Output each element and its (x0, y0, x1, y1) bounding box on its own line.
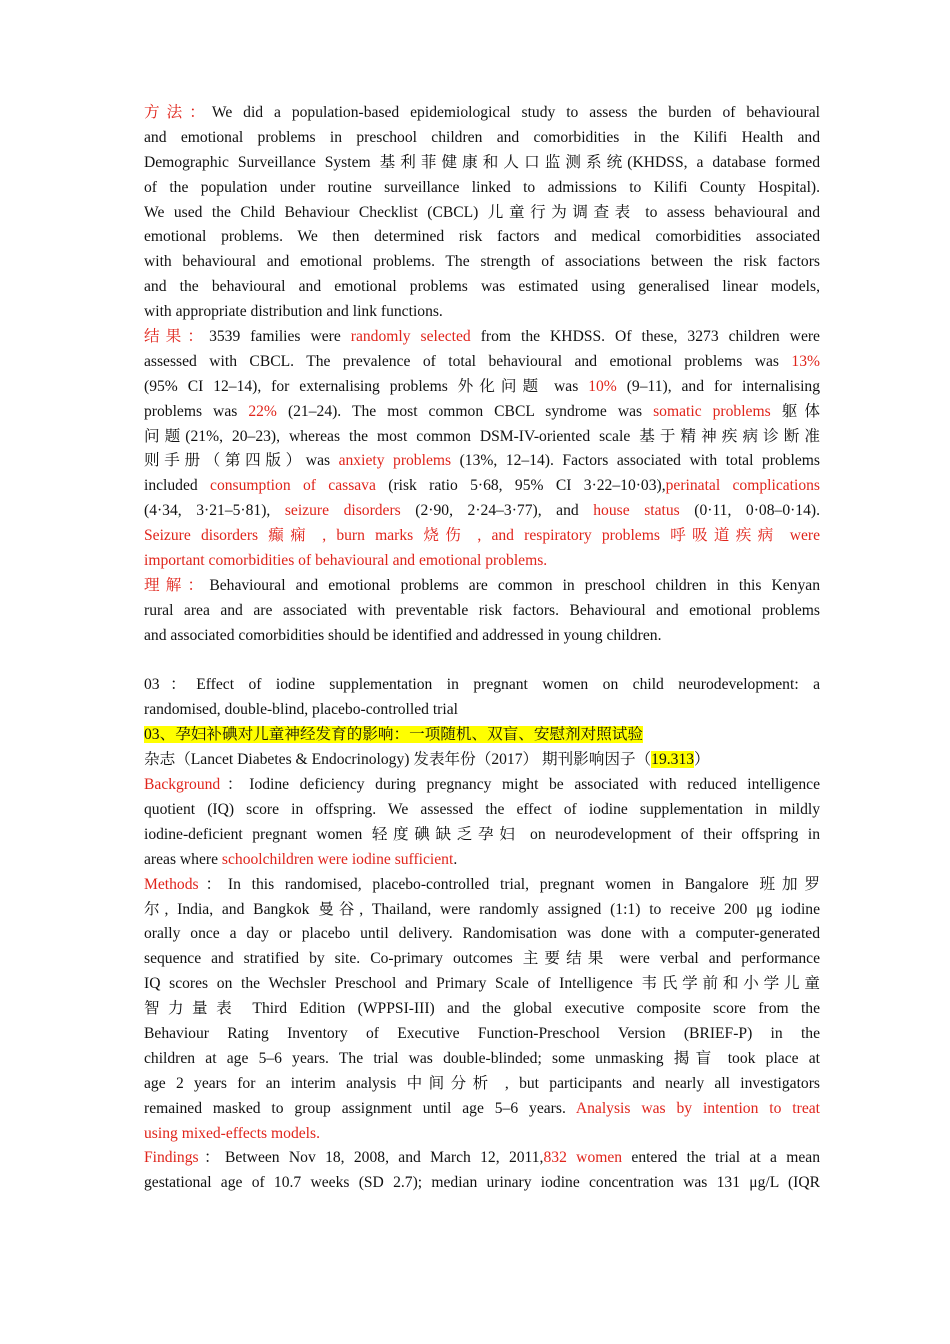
red-text: using mixed-effects models. (144, 1124, 320, 1142)
text-run: quotient (IQ) score in offspring. We assessed the effect of iodine supplementation in mildly (144, 800, 820, 818)
highlighted-text: 03、孕妇补碘对儿童神经发育的影响：一项随机、双盲、安慰剂对照试验 (144, 726, 644, 744)
text-line (144, 151, 820, 176)
red-text: Seizure disorders 癫痫 , burn marks 烧伤 , and respiratory problems 呼吸道疾病 were (144, 527, 820, 545)
text-run: 03：Effect of iodine supplementation in pregnant women on child neurodevelopment: a (144, 676, 820, 694)
red-text: 10% (588, 377, 617, 395)
text-run: age 2 years for an interim analysis 中间分析 , but participants and nearly all investigators (144, 1074, 820, 1092)
text-run: problems was (144, 402, 249, 420)
red-text: schoolchildren were iodine sufficient (221, 850, 454, 868)
text-run: gestational age of 10.7 weeks (SD 2.7); median urinary iodine concentration was 131 μg/L (IQR (144, 1174, 820, 1192)
text-run: ：Iodine deficiency during pregnancy might be associated with reduced intelligence (220, 776, 820, 794)
text-line (144, 947, 820, 972)
text-line (144, 1097, 820, 1122)
text-run: (0·11, 0·08–0·14). (679, 502, 820, 520)
text-line (144, 425, 820, 450)
text-run: Behaviour Rating Inventory of Executive Function-Preschool Version (BRIEF-P) in the (144, 1024, 820, 1042)
text-line (144, 673, 820, 698)
text-run: of the population under routine surveillance linked to admissions to Kilifi County Hospital). (144, 178, 820, 196)
text-line (144, 972, 820, 997)
text-run: . (453, 850, 458, 868)
text-line (144, 997, 820, 1022)
text-run: (21–24). The most common CBCL syndrome was (276, 402, 654, 420)
text-line (144, 1072, 820, 1097)
blank-line (144, 649, 820, 674)
text-run: with appropriate distribution and link functions. (144, 303, 443, 321)
text-line (144, 474, 820, 499)
text-line (144, 574, 820, 599)
text-run: included (144, 477, 211, 495)
red-text: important comorbidities of behavioural and emotional problems. (144, 552, 548, 570)
text-line (144, 624, 820, 649)
text-line (144, 773, 820, 798)
red-text: anxiety problems (338, 452, 452, 470)
text-run: orally once a day or placebo until delivery. Randomisation was done with a computer-generated (144, 925, 820, 943)
text-line (144, 176, 820, 201)
text-line (144, 449, 820, 474)
text-run: We used the Child Behaviour Checklist (CBCL) 儿童行为调查表 to assess behavioural and (144, 203, 820, 221)
text-line (144, 1022, 820, 1047)
red-text: 13% (791, 352, 820, 370)
red-text: somatic problems (653, 402, 771, 420)
text-run: and the behavioural and emotional problems was estimated using generalised linear models, (144, 278, 820, 296)
text-line (144, 798, 820, 823)
text-run: with behavioural and emotional problems. The strength of associations between the risk factors (144, 253, 820, 271)
text-run: rural area and are associated with preventable risk factors. Behavioural and emotional problems (144, 601, 820, 619)
text-run: from the KHDSS. Of these, 3273 children were (470, 328, 820, 346)
text-line (144, 823, 820, 848)
text-run: and associated comorbidities should be identified and addressed in young children. (144, 626, 662, 644)
text-run: 问题(21%, 20–23), whereas the most common DSM-IV-oriented scale 基于精神疾病诊断准 (144, 427, 820, 445)
document-body (144, 101, 820, 1196)
text-run: (4·34, 3·21–5·81), (144, 502, 285, 520)
text-run: 3539 families were (209, 328, 351, 346)
text-line (144, 325, 820, 350)
text-run: assessed with CBCL. The prevalence of total behavioural and emotional problems was (144, 352, 792, 370)
text-run: randomised, double-blind, placebo-controlled trial (144, 701, 458, 719)
text-line (144, 375, 820, 400)
text-run: Demographic Surveillance System 基利菲健康和人口监测系统(KHDSS, a database formed (144, 153, 820, 171)
text-line (144, 275, 820, 300)
text-line (144, 599, 820, 624)
text-line (144, 400, 820, 425)
text-run: ） (694, 751, 710, 769)
text-line (144, 250, 820, 275)
text-line (144, 350, 820, 375)
text-run: 杂志（Lancet Diabetes & Endocrinology) 发表年份（2017） 期刊影响因子（ (144, 751, 652, 769)
text-run: (13%, 12–14). Factors associated with total problems (451, 452, 820, 470)
text-line (144, 1146, 820, 1171)
text-line (144, 1122, 820, 1147)
red-text: randomly selected (350, 328, 471, 346)
text-run: Behavioural and emotional problems are common in preschool children in this Kenyan (209, 576, 820, 594)
text-run: (95% CI 12–14), for externalising problems 外化问题 was (144, 377, 589, 395)
text-line (144, 499, 820, 524)
text-line (144, 524, 820, 549)
text-line (144, 748, 820, 773)
red-text: Background (144, 776, 221, 794)
text-run: and emotional problems in preschool children and comorbidities in the Kilifi Health and (144, 128, 820, 146)
text-run: 躯体 (770, 402, 820, 420)
text-run: 尔, India, and Bangkok 曼谷, Thailand, were randomly assigned (1:1) to receive 200 μg iodine (144, 900, 820, 918)
text-line (144, 1047, 820, 1072)
text-line (144, 1171, 820, 1196)
text-line (144, 201, 820, 226)
red-text: 理解： (144, 576, 210, 594)
text-line (144, 698, 820, 723)
text-run: (9–11), and for internalising (616, 377, 820, 395)
red-text: Methods (144, 875, 199, 893)
text-line (144, 549, 820, 574)
text-run: (risk ratio 5·68, 95% CI 3·22–10·03), (375, 477, 666, 495)
text-run: 则手册（第四版）was (144, 452, 339, 470)
text-line (144, 898, 820, 923)
text-line (144, 723, 820, 748)
text-run: iodine-deficient pregnant women 轻度碘缺乏孕妇 on neurodevelopment of their offspring in (144, 825, 820, 843)
text-run: We did a population-based epidemiological study to assess the burden of behavioural (211, 104, 820, 121)
red-text: Findings (144, 1149, 199, 1167)
red-text: 832 women (543, 1149, 623, 1167)
text-run: ：Between Nov 18, 2008, and March 12, 2011, (198, 1149, 544, 1167)
red-text: 22% (248, 402, 277, 420)
text-line (144, 126, 820, 151)
text-line (144, 300, 820, 325)
text-line (144, 101, 820, 126)
red-text: Analysis was by intention to treat (575, 1099, 821, 1117)
text-run: 智力量表 Third Edition (WPPSI-III) and the global executive composite score from the (144, 1000, 820, 1018)
text-run: sequence and stratified by site. Co-primary outcomes 主要结果 were verbal and performance (144, 950, 820, 968)
red-text: house status (593, 502, 680, 520)
text-run: children at age 5–6 years. The trial was double-blinded; some unmasking 揭盲 took place at (144, 1049, 820, 1067)
text-run: IQ scores on the Wechsler Preschool and Primary Scale of Intelligence 韦氏学前和小学儿童 (144, 975, 820, 993)
text-run: areas where (144, 850, 222, 868)
red-text: perinatal complications (665, 477, 820, 495)
text-line (144, 873, 820, 898)
text-run: remained masked to group assignment until age 5–6 years. (144, 1099, 576, 1117)
highlighted-text: 19.313 (651, 751, 695, 769)
red-text: 方法： (144, 104, 212, 121)
red-text: seizure disorders (284, 502, 401, 520)
red-text: 结果： (144, 328, 210, 346)
text-run: ：In this randomised, placebo-controlled trial, pregnant women in Bangalore 班加罗 (198, 875, 820, 893)
text-line (144, 848, 820, 873)
red-text: consumption of cassava (210, 477, 376, 495)
text-run: entered the trial at a mean (622, 1149, 820, 1167)
text-line (144, 225, 820, 250)
text-run: emotional problems. We then determined risk factors and medical comorbidities associated (144, 228, 820, 246)
text-line (144, 922, 820, 947)
text-run: (2·90, 2·24–3·77), and (400, 502, 594, 520)
